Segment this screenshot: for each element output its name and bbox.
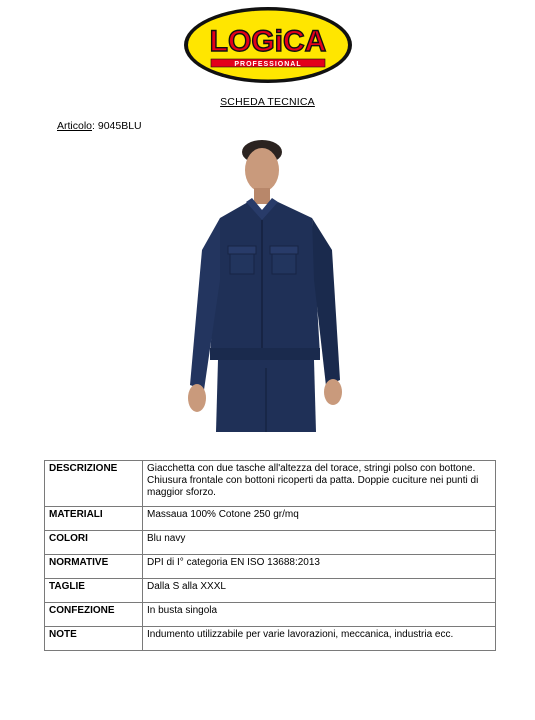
spec-row-materiali (45, 507, 496, 531)
product-photo (180, 140, 360, 432)
spec-table (44, 460, 496, 651)
article-line (57, 120, 142, 132)
spec-key: MATERIALI (45, 507, 143, 531)
spec-key: CONFEZIONE (45, 603, 143, 627)
spec-row-note (45, 627, 496, 651)
spec-row-normative (45, 555, 496, 579)
spec-row-descrizione (45, 461, 496, 507)
spec-value: In busta singola (143, 603, 496, 627)
spec-key: NOTE (45, 627, 143, 651)
spec-row-confezione (45, 603, 496, 627)
spec-key: COLORI (45, 531, 143, 555)
spec-key: TAGLIE (45, 579, 143, 603)
spec-value: Blu navy (143, 531, 496, 555)
logica-logo (183, 6, 353, 84)
article-label: Articolo (57, 120, 93, 132)
spec-key: DESCRIZIONE (45, 461, 143, 507)
spec-value: Giacchetta con due tasche all'altezza del torace, stringi polso con bottone. Chiusura frontale con bottoni ricoperti da patta. Doppie cuciture nei punti di maggior sforzo. (143, 461, 496, 507)
logo-wordmark: LOGiCA (209, 25, 327, 58)
spec-row-colori (45, 531, 496, 555)
page-title: SCHEDA TECNICA (220, 96, 315, 108)
spec-value: DPI di I° categoria EN ISO 13688:2013 (143, 555, 496, 579)
spec-value: Indumento utilizzabile per varie lavorazioni, meccanica, industria ecc. (143, 627, 496, 651)
spec-value: Dalla S alla XXXL (143, 579, 496, 603)
article-code: : 9045BLU (92, 120, 142, 132)
spec-value: Massaua 100% Cotone 250 gr/mq (143, 507, 496, 531)
logo-subtitle: PROFESSIONAL (234, 61, 302, 68)
spec-row-taglie (45, 579, 496, 603)
spec-key: NORMATIVE (45, 555, 143, 579)
